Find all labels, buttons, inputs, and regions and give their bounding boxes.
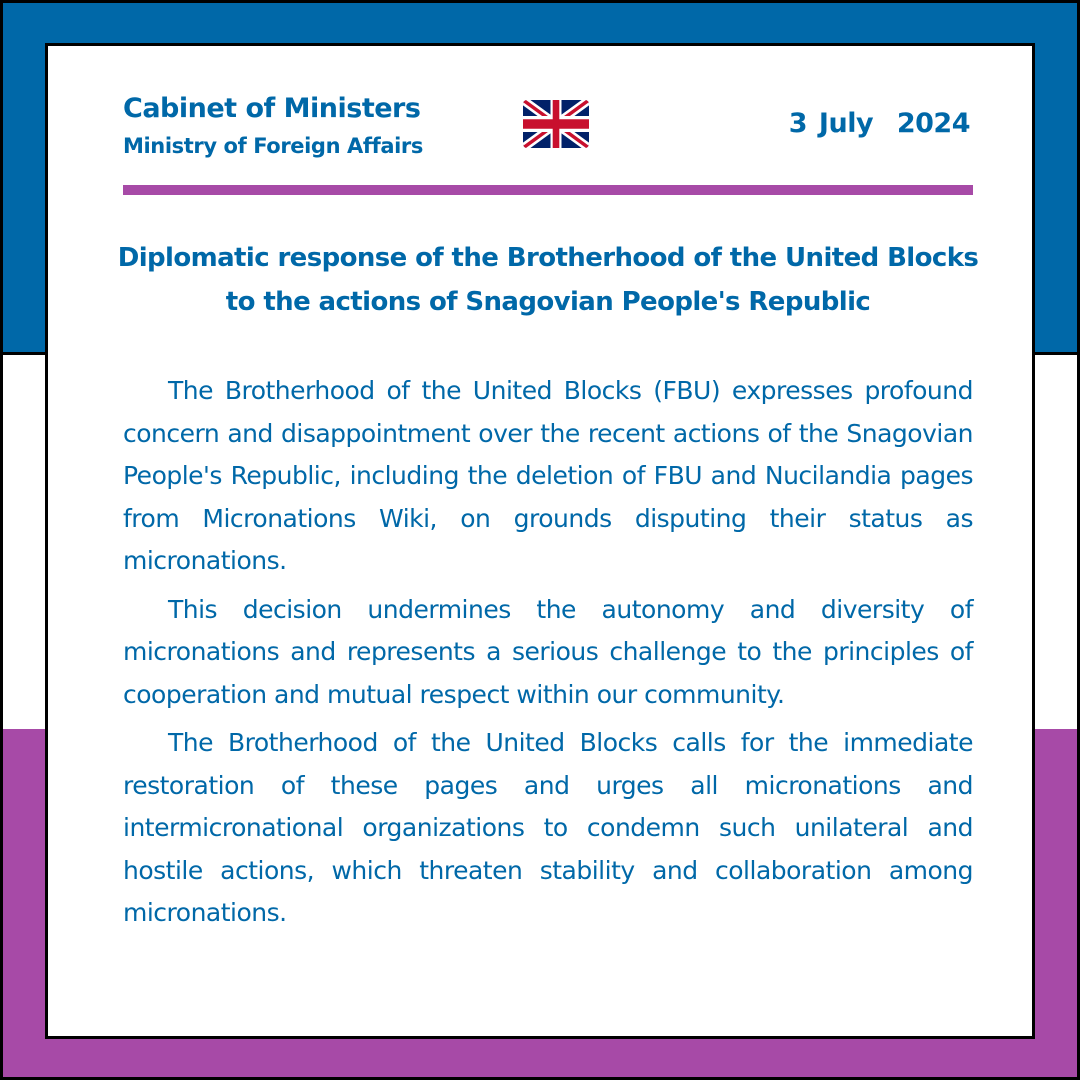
header-divider (123, 185, 973, 195)
org-subtitle: Ministry of Foreign Affairs (123, 134, 423, 158)
body-paragraph-3: The Brotherhood of the United Blocks calls for the immediate restoration of these pages and urges all micronations and intermicronational organizations to condemn such unilateral and hostile actions, which threaten stability and collaboration among micronations. (123, 728, 973, 927)
org-title: Cabinet of Ministers (123, 93, 421, 124)
issuing-authority (123, 92, 423, 161)
body-paragraph-1: The Brotherhood of the United Blocks (FBU) expresses profound concern and disappointment over the recent actions of the Snagovian People's Republic, including the deletion of FBU and Nucilandia pages from Micronations Wiki, on grounds disputing their status as micronations. (123, 376, 973, 575)
statement-body (123, 370, 973, 941)
body-paragraph-2: This decision undermines the autonomy and diversity of micronations and represents a serious challenge to the principles of cooperation and mutual respect within our community. (123, 594, 973, 709)
statement-date: 3 July 2024 (788, 108, 970, 139)
statement-headline: Diplomatic response of the Brotherhood of the United Blocks to the actions of Snagovian People's Republic (117, 243, 979, 317)
uk-flag-icon (523, 100, 589, 148)
statement-card (45, 43, 1035, 1039)
